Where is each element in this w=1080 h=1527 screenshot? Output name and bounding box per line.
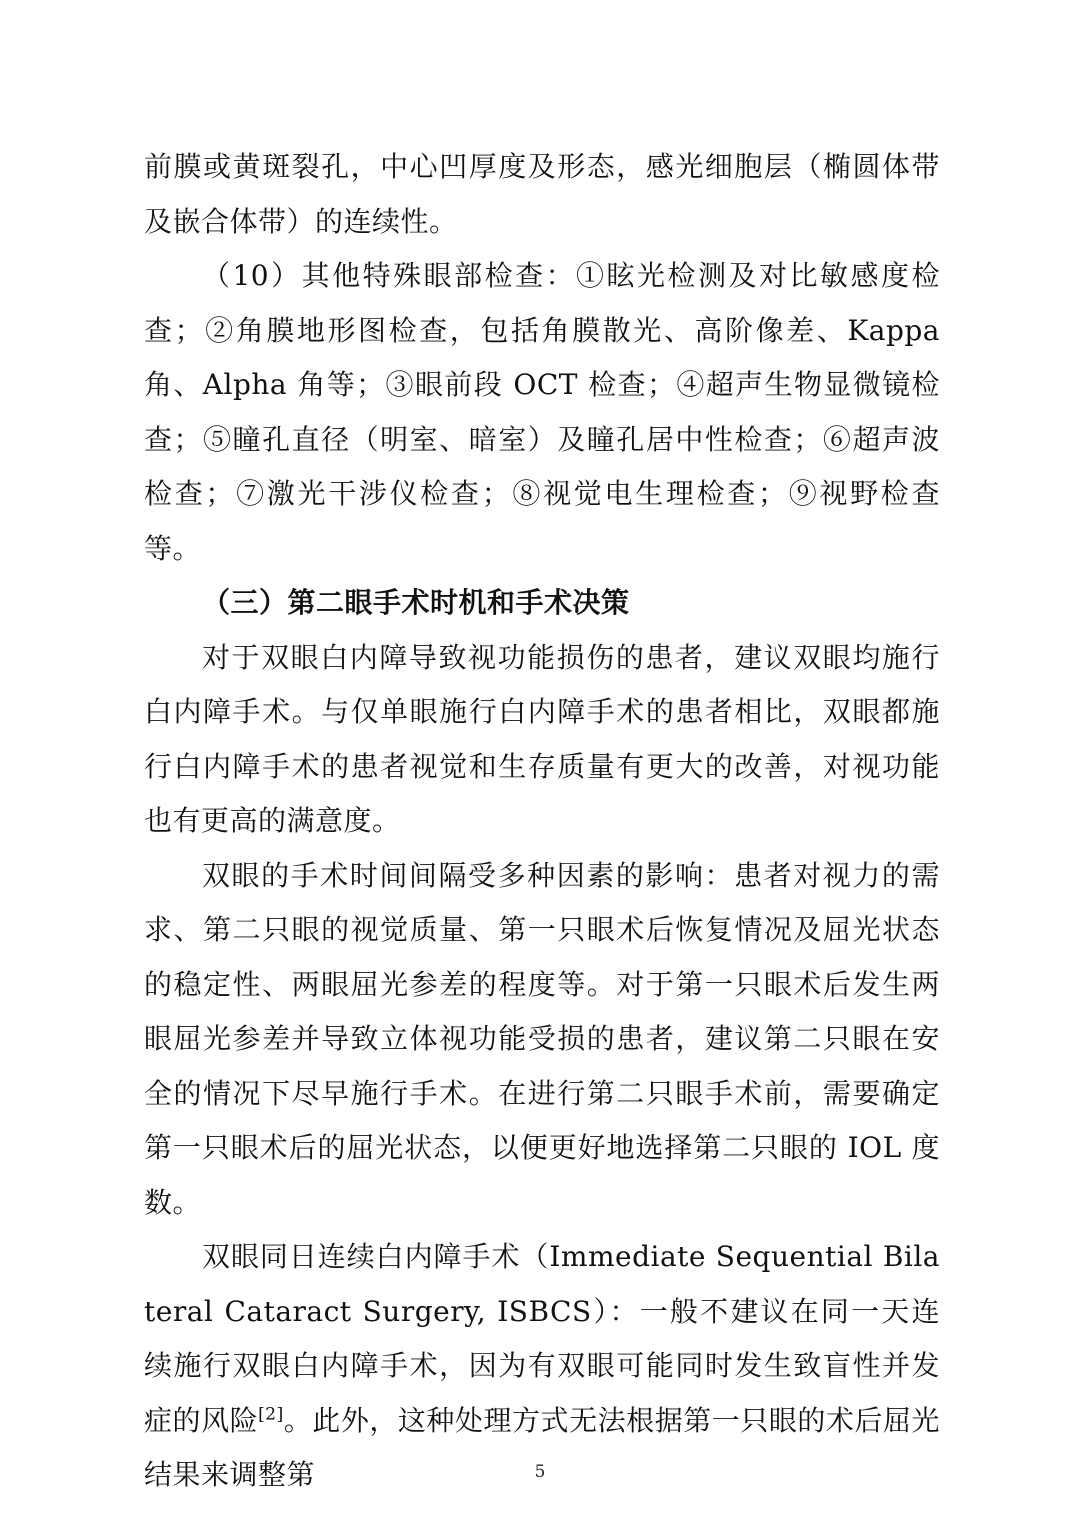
citation-reference: [2] xyxy=(258,1404,284,1425)
page-number: 5 xyxy=(534,1462,546,1482)
paragraph-surgery-interval-factors: 双眼的手术时间间隔受多种因素的影响：患者对视力的需求、第二只眼的视觉质量、第一只眼术后恢复情况及屈光状态的稳定性、两眼屈光参差的程度等。对于第一只眼术后发生两眼屈光参差并导致立体视功能受损的患者，建议第二只眼在安全的情况下尽早施行手术。在进行第二只眼手术前，需要确定第一只眼术后的屈光状态，以便更好地选择第二只眼的 IOL 度数。 xyxy=(144,858,940,1219)
page-body xyxy=(144,140,940,1503)
paragraph-bilateral-surgery-recommendation: 对于双眼白内障导致视功能损伤的患者，建议双眼均施行白内障手术。与仅单眼施行白内障手术的患者相比，双眼都施行白内障手术的患者视觉和生存质量有更大的改善，对视功能也有更高的满意度。 xyxy=(144,640,940,837)
paragraph-special-eye-exams: （10）其他特殊眼部检查：①眩光检测及对比敏感度检查；②角膜地形图检查，包括角膜散光、高阶像差、Kappa 角、Alpha 角等；③眼前段 OCT 检查；④超声生物显微镜检查；⑤瞳孔直径（明室、暗室）及瞳孔居中性检查；⑥超声波检查；⑦激光干涉仪检查；⑧视觉电生理检查；⑨视野检查等。 xyxy=(144,259,940,565)
section-heading-second-eye-surgery: （三）第二眼手术时机和手术决策 xyxy=(202,586,630,619)
isbcs-text-after-citation: 。此外，这种处理方式无法根据第一只眼的术后屈光结果来调整第 xyxy=(144,1403,940,1491)
isbcs-text-before-citation: 双眼同日连续白内障手术（Immediate Sequential Bilateral Cataract Surgery, ISBCS）：一般不建议在同一天连续施行双眼白内障手术，因为有双眼可能同时发生致盲性并发症的风险 xyxy=(144,1240,940,1437)
paragraph-macula-exam-continuation: 前膜或黄斑裂孔，中心凹厚度及形态，感光细胞层（椭圆体带及嵌合体带）的连续性。 xyxy=(144,150,940,238)
